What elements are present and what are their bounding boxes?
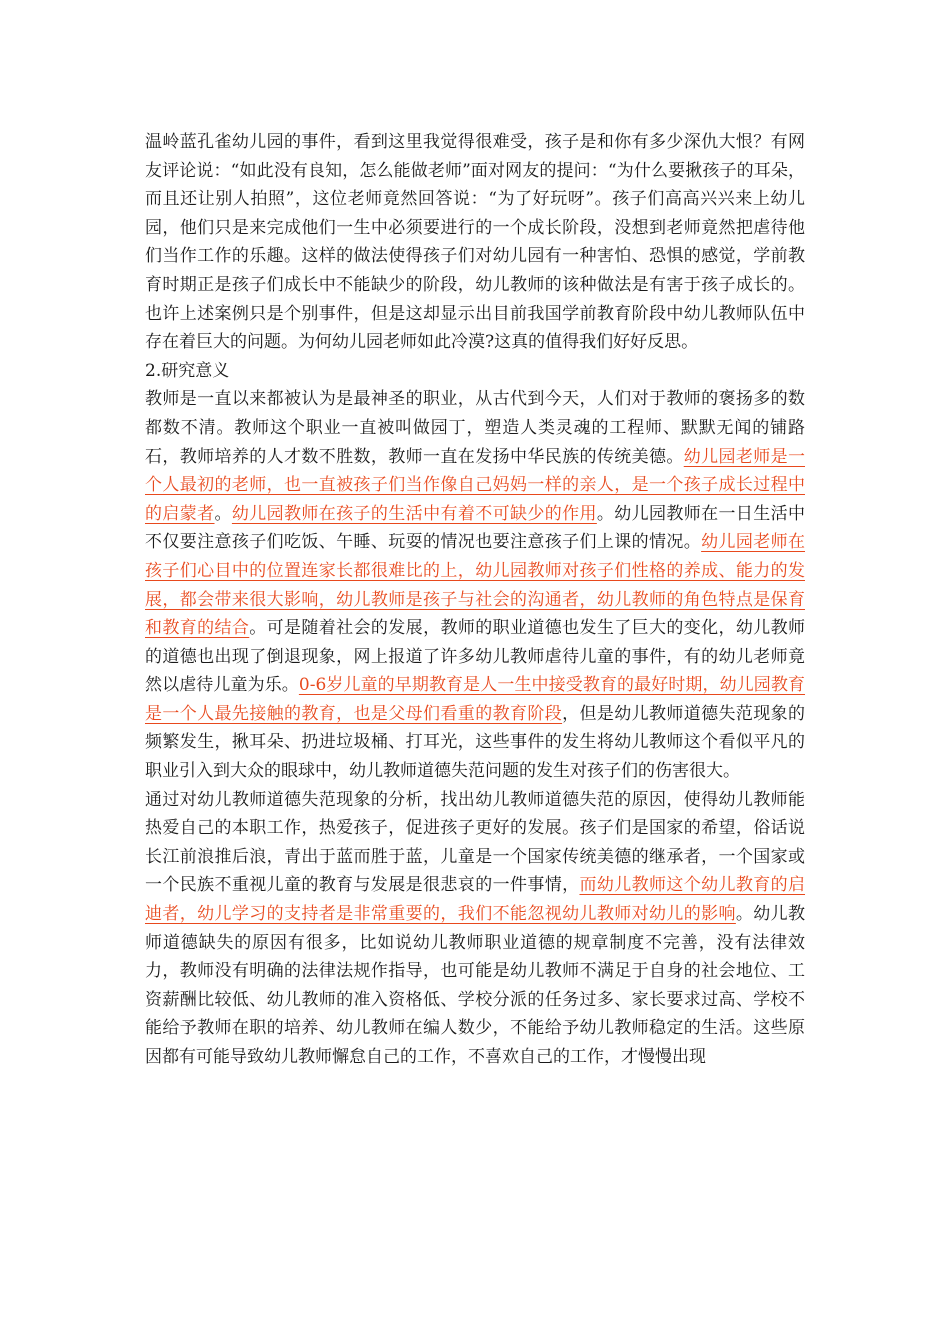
highlighted-text: 幼儿园老师是一个人最初的老师，也一直被孩子们当作像自己妈妈一样的亲人，是一个孩子成长过程中的启蒙者 <box>145 446 806 524</box>
text-run: 。 <box>214 503 232 524</box>
text-run: 。幼儿园教师在一日生活中不仅要注意孩子们吃饭、午睡、玩耍的情况也要注意孩子们上课的情况。 <box>145 503 806 553</box>
section-heading: 2.研究意义 <box>145 360 230 381</box>
paragraph-2 <box>145 385 805 785</box>
highlighted-text: 而幼儿教师这个幼儿教育的启迪者，幼儿学习的支持者是非常重要的，我们不能忽视幼儿教师对幼儿的影响 <box>145 875 806 925</box>
document-page <box>145 128 805 1072</box>
paragraph-1 <box>145 128 805 357</box>
paragraph-3 <box>145 786 805 1072</box>
text-run: 。可是随着社会的发展，教师的职业道德也发生了巨大的变化，幼儿教师的道德也出现了倒退现象，网上报道了许多幼儿教师虐待儿童的事件，有的幼儿老师竟然以虐待儿童为乐。 <box>145 618 806 696</box>
text-run: 。幼儿教师道德缺失的原因有很多，比如说幼儿教师职业道德的规章制度不完善，没有法律效力，教师没有明确的法律法规作指导，也可能是幼儿教师不满足于自身的社会地位、工资薪酬比较低、幼儿教师的准入资格低、学校分派的任务过多、家长要求过高、学校不能给予教师在职的培养、幼儿教师在编人数少，不能给予幼儿教师稳定的生活。这些原因都有可能导致幼儿教师懈怠自己的工作，不喜欢自己的工作，才慢慢出现 <box>145 904 806 1067</box>
text-run: 教师是一直以来都被认为是最神圣的职业，从古代到今天，人们对于教师的褒扬多的数都数不清。教师这个职业一直被叫做园丁，塑造人类灵魂的工程师、默默无闻的铺路石，教师培养的人才数不胜数，教师一直在发扬中华民族的传统美德。 <box>145 389 805 467</box>
highlighted-text: 幼儿园教师在孩子的生活中有着不可缺少的作用 <box>231 503 597 524</box>
text-run: 温岭蓝孔雀幼儿园的事件，看到这里我觉得很难受，孩子是和你有多少深仇大恨？有网友评论说：“如此没有良知，怎么能做老师”面对网友的提问：“为什么要揪孩子的耳朵，而且还让别人拍照”，这位老师竟然回答说：“为了好玩呀”。孩子们高高兴兴来上幼儿园，他们只是来完成他们一生中必须要进行的一个成长阶段，没想到老师竟然把虐待他们当作工作的乐趣。这样的做法使得孩子们对幼儿园有一种害怕、恐惧的感觉，学前教育时期正是孩子们成长中不能缺少的阶段，幼儿教师的该种做法是有害于孩子成长的。也许上述案例只是个别事件，但是这却显示出目前我国学前教育阶段中幼儿教师队伍中存在着巨大的问题。为何幼儿园老师如此冷漠?这真的值得我们好好反思。 <box>145 132 805 353</box>
highlighted-text: 0-6岁儿童的早期教育是人一生中接受教育的最好时期，幼儿园教育是一个人最先接触的教育，也是父母们看重的教育阶段 <box>145 675 806 724</box>
text-run: 通过对幼儿教师道德失范现象的分析，找出幼儿教师道德失范的原因，使得幼儿教师能热爱自己的本职工作，热爱孩子，促进孩子更好的发展。孩子们是国家的希望，俗话说长江前浪推后浪，青出于蓝而胜于蓝，儿童是一个国家传统美德的继承者，一个国家或一个民族不重视儿童的教育与发展是很悲哀的一件事情， <box>145 789 805 896</box>
text-run: ，但是幼儿教师道德失范现象的频繁发生，揪耳朵、扔进垃圾桶、打耳光，这些事件的发生将幼儿教师这个看似平凡的职业引入到大众的眼球中，幼儿教师道德失范问题的发生对孩子们的伤害很大。 <box>145 703 806 782</box>
highlighted-text: 幼儿园老师在孩子们心目中的位置连家长都很难比的上，幼儿园教师对孩子们性格的养成、能力的发展，都会带来很大影响，幼儿教师是孩子与社会的沟通者，幼儿教师的角色特点是保育和教育的结合 <box>145 532 806 639</box>
